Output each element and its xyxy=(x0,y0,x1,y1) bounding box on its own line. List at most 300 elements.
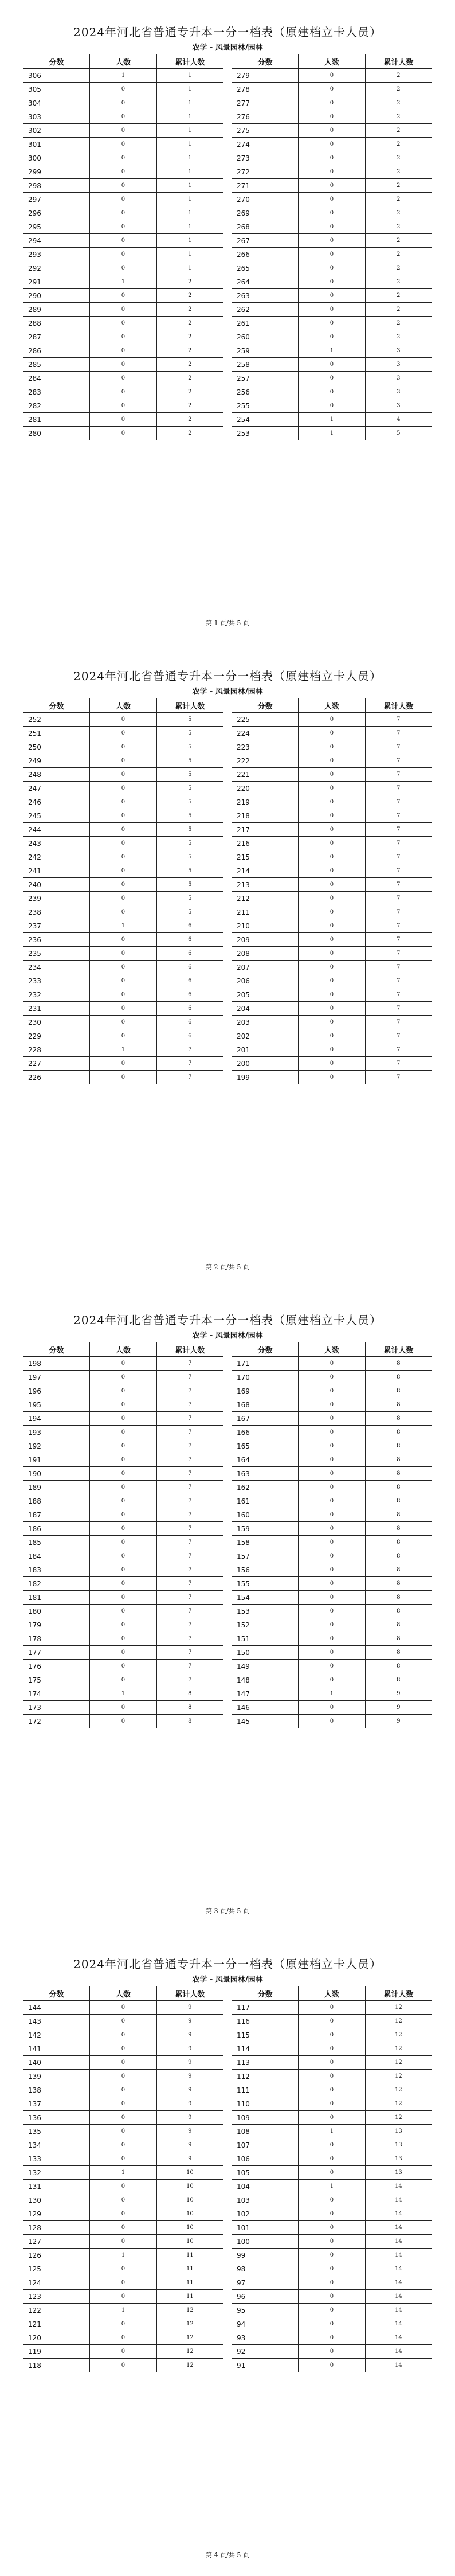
count-cell: 0 xyxy=(299,138,365,151)
count-cell: 0 xyxy=(90,1029,156,1043)
cumulative-cell: 2 xyxy=(365,317,432,330)
table-row xyxy=(23,385,223,399)
table-row xyxy=(23,413,223,427)
table-row xyxy=(23,151,223,165)
table-row xyxy=(232,1426,432,1439)
score-cell: 159 xyxy=(232,1522,299,1536)
cumulative-cell: 8 xyxy=(156,1687,223,1701)
score-cell: 141 xyxy=(23,2042,90,2056)
count-cell: 0 xyxy=(299,823,365,837)
cumulative-cell: 2 xyxy=(156,372,223,385)
score-cell: 132 xyxy=(23,2166,90,2180)
score-cell: 232 xyxy=(23,988,90,1002)
score-cell: 122 xyxy=(23,2304,90,2317)
cumulative-cell: 2 xyxy=(156,275,223,289)
score-cell: 241 xyxy=(23,864,90,878)
score-cell: 128 xyxy=(23,2221,90,2235)
count-cell: 0 xyxy=(299,727,365,740)
count-cell: 0 xyxy=(90,124,156,138)
column-header: 人数 xyxy=(299,1986,365,2001)
table-row xyxy=(232,83,432,96)
count-cell: 0 xyxy=(299,248,365,261)
count-cell: 0 xyxy=(299,2221,365,2235)
count-cell: 0 xyxy=(299,69,365,83)
table-row xyxy=(23,727,223,740)
count-cell: 1 xyxy=(90,2249,156,2262)
table-row xyxy=(23,234,223,248)
count-cell: 0 xyxy=(299,385,365,399)
count-cell: 0 xyxy=(90,1453,156,1467)
table-row xyxy=(23,110,223,124)
count-cell: 0 xyxy=(90,358,156,372)
score-cell: 270 xyxy=(232,193,299,206)
cumulative-cell: 1 xyxy=(156,234,223,248)
table-row xyxy=(23,2235,223,2249)
score-table-left xyxy=(23,1342,223,1728)
score-cell: 287 xyxy=(23,330,90,344)
score-cell: 158 xyxy=(232,1536,299,1549)
cumulative-cell: 9 xyxy=(156,2015,223,2028)
score-cell: 208 xyxy=(232,947,299,961)
score-cell: 111 xyxy=(232,2083,299,2097)
score-cell: 153 xyxy=(232,1605,299,1618)
page-footer: 第 3 页/共 5 页 xyxy=(206,1907,249,1915)
score-cell: 190 xyxy=(23,1467,90,1481)
score-cell: 100 xyxy=(232,2235,299,2249)
score-cell: 140 xyxy=(23,2056,90,2070)
score-cell: 195 xyxy=(23,1398,90,1412)
score-cell: 283 xyxy=(23,385,90,399)
table-row xyxy=(23,2180,223,2193)
table-row xyxy=(232,330,432,344)
count-cell: 0 xyxy=(90,905,156,919)
count-cell: 0 xyxy=(90,2345,156,2359)
cumulative-cell: 8 xyxy=(365,1384,432,1398)
count-cell: 0 xyxy=(299,713,365,727)
column-header: 分数 xyxy=(23,1342,90,1357)
count-cell: 0 xyxy=(90,2138,156,2152)
count-cell: 0 xyxy=(299,892,365,905)
table-row xyxy=(23,69,223,83)
cumulative-cell: 7 xyxy=(156,1577,223,1591)
count-cell: 0 xyxy=(90,1467,156,1481)
count-cell: 0 xyxy=(90,2290,156,2304)
score-cell: 200 xyxy=(232,1057,299,1071)
cumulative-cell: 8 xyxy=(365,1577,432,1591)
count-cell: 0 xyxy=(90,1494,156,1508)
cumulative-cell: 7 xyxy=(365,919,432,933)
table-header-row xyxy=(23,1986,223,2001)
cumulative-cell: 7 xyxy=(156,1439,223,1453)
count-cell: 0 xyxy=(90,399,156,413)
score-cell: 171 xyxy=(232,1357,299,1371)
table-row xyxy=(23,1646,223,1660)
score-cell: 264 xyxy=(232,275,299,289)
count-cell: 0 xyxy=(299,1029,365,1043)
table-row xyxy=(232,795,432,809)
count-cell: 0 xyxy=(299,1453,365,1467)
cumulative-cell: 2 xyxy=(365,303,432,317)
table-row xyxy=(232,1398,432,1412)
table-row xyxy=(232,179,432,193)
table-row xyxy=(23,1057,223,1071)
count-cell: 0 xyxy=(299,206,365,220)
score-cell: 130 xyxy=(23,2193,90,2207)
score-cell: 150 xyxy=(232,1646,299,1660)
score-cell: 228 xyxy=(23,1043,90,1057)
score-cell: 301 xyxy=(23,138,90,151)
table-row xyxy=(232,905,432,919)
cumulative-cell: 13 xyxy=(365,2152,432,2166)
cumulative-cell: 3 xyxy=(365,344,432,358)
score-cell: 289 xyxy=(23,303,90,317)
score-cell: 259 xyxy=(232,344,299,358)
column-header: 累计人数 xyxy=(156,1986,223,2001)
score-cell: 117 xyxy=(232,2001,299,2015)
count-cell: 0 xyxy=(90,2262,156,2276)
cumulative-cell: 2 xyxy=(365,124,432,138)
count-cell: 1 xyxy=(299,344,365,358)
count-cell: 0 xyxy=(90,1522,156,1536)
score-cell: 300 xyxy=(23,151,90,165)
score-cell: 95 xyxy=(232,2304,299,2317)
column-header: 分数 xyxy=(232,1342,299,1357)
score-cell: 101 xyxy=(232,2221,299,2235)
table-row xyxy=(23,2001,223,2015)
cumulative-cell: 2 xyxy=(156,427,223,440)
count-cell: 0 xyxy=(299,330,365,344)
count-cell: 0 xyxy=(90,2028,156,2042)
table-row xyxy=(232,1605,432,1618)
cumulative-cell: 5 xyxy=(156,850,223,864)
cumulative-cell: 2 xyxy=(365,110,432,124)
score-cell: 254 xyxy=(232,413,299,427)
table-row xyxy=(232,2235,432,2249)
table-row xyxy=(232,2207,432,2221)
cumulative-cell: 8 xyxy=(365,1591,432,1605)
score-cell: 209 xyxy=(232,933,299,947)
cumulative-cell: 9 xyxy=(156,2125,223,2138)
count-cell: 0 xyxy=(90,988,156,1002)
cumulative-cell: 2 xyxy=(365,96,432,110)
table-row xyxy=(232,234,432,248)
score-cell: 256 xyxy=(232,385,299,399)
table-row xyxy=(232,864,432,878)
count-cell: 0 xyxy=(90,974,156,988)
score-cell: 263 xyxy=(232,289,299,303)
count-cell: 0 xyxy=(90,427,156,440)
count-cell: 0 xyxy=(299,2015,365,2028)
score-cell: 278 xyxy=(232,83,299,96)
score-cell: 146 xyxy=(232,1701,299,1715)
count-cell: 0 xyxy=(299,289,365,303)
score-cell: 110 xyxy=(232,2097,299,2111)
cumulative-cell: 2 xyxy=(156,399,223,413)
table-row xyxy=(23,1701,223,1715)
table-row xyxy=(232,1508,432,1522)
count-cell: 0 xyxy=(90,165,156,179)
table-header-row xyxy=(23,54,223,69)
table-row xyxy=(232,317,432,330)
table-row xyxy=(232,2331,432,2345)
document-page xyxy=(0,1932,455,2576)
count-cell: 0 xyxy=(90,2042,156,2056)
table-row xyxy=(232,165,432,179)
cumulative-cell: 9 xyxy=(156,2056,223,2070)
cumulative-cell: 7 xyxy=(365,795,432,809)
count-cell: 0 xyxy=(299,1426,365,1439)
count-cell: 0 xyxy=(299,768,365,782)
score-cell: 205 xyxy=(232,988,299,1002)
score-cell: 276 xyxy=(232,110,299,124)
score-cell: 265 xyxy=(232,261,299,275)
count-cell: 0 xyxy=(90,2221,156,2235)
table-row xyxy=(232,1522,432,1536)
cumulative-cell: 12 xyxy=(365,2015,432,2028)
count-cell: 0 xyxy=(90,344,156,358)
cumulative-cell: 8 xyxy=(365,1398,432,1412)
count-cell: 0 xyxy=(299,2001,365,2015)
count-cell: 0 xyxy=(90,2193,156,2207)
cumulative-cell: 8 xyxy=(365,1439,432,1453)
table-row xyxy=(232,358,432,372)
table-row xyxy=(232,2359,432,2372)
table-row xyxy=(232,1357,432,1371)
cumulative-cell: 5 xyxy=(156,795,223,809)
score-cell: 258 xyxy=(232,358,299,372)
cumulative-cell: 4 xyxy=(365,413,432,427)
column-header: 人数 xyxy=(299,54,365,69)
count-cell: 0 xyxy=(90,1357,156,1371)
count-cell: 0 xyxy=(299,1384,365,1398)
cumulative-cell: 7 xyxy=(365,768,432,782)
table-row xyxy=(232,2290,432,2304)
table-row xyxy=(232,289,432,303)
column-header: 分数 xyxy=(232,698,299,713)
count-cell: 0 xyxy=(299,96,365,110)
score-cell: 162 xyxy=(232,1481,299,1494)
score-cell: 235 xyxy=(23,947,90,961)
cumulative-cell: 5 xyxy=(156,864,223,878)
table-row xyxy=(23,850,223,864)
table-row xyxy=(232,1043,432,1057)
cumulative-cell: 7 xyxy=(156,1357,223,1371)
cumulative-cell: 2 xyxy=(365,275,432,289)
count-cell: 0 xyxy=(299,1701,365,1715)
column-header: 累计人数 xyxy=(365,54,432,69)
cumulative-cell: 10 xyxy=(156,2207,223,2221)
table-row xyxy=(23,1549,223,1563)
score-cell: 187 xyxy=(23,1508,90,1522)
score-cell: 169 xyxy=(232,1384,299,1398)
cumulative-cell: 1 xyxy=(156,110,223,124)
score-cell: 240 xyxy=(23,878,90,892)
table-row xyxy=(23,823,223,837)
score-cell: 199 xyxy=(232,1071,299,1084)
count-cell: 0 xyxy=(90,1591,156,1605)
score-cell: 217 xyxy=(232,823,299,837)
table-row xyxy=(232,220,432,234)
cumulative-cell: 9 xyxy=(156,2070,223,2083)
score-cell: 121 xyxy=(23,2317,90,2331)
cumulative-cell: 9 xyxy=(156,2152,223,2166)
score-cell: 188 xyxy=(23,1494,90,1508)
cumulative-cell: 1 xyxy=(156,69,223,83)
table-row xyxy=(232,988,432,1002)
score-cell: 97 xyxy=(232,2276,299,2290)
page-title: 2024年河北省普通专升本一分一档表（原建档立卡人员） xyxy=(73,25,382,39)
table-row xyxy=(23,138,223,151)
cumulative-cell: 12 xyxy=(156,2317,223,2331)
table-row xyxy=(232,1371,432,1384)
table-row xyxy=(232,1618,432,1632)
count-cell: 0 xyxy=(90,1660,156,1673)
table-row xyxy=(23,2083,223,2097)
cumulative-cell: 7 xyxy=(156,1384,223,1398)
table-row xyxy=(232,2015,432,2028)
count-cell: 0 xyxy=(299,988,365,1002)
cumulative-cell: 8 xyxy=(365,1605,432,1618)
score-cell: 179 xyxy=(23,1618,90,1632)
cumulative-cell: 3 xyxy=(365,399,432,413)
count-cell: 0 xyxy=(299,740,365,754)
count-cell: 0 xyxy=(90,1398,156,1412)
count-cell: 0 xyxy=(90,2125,156,2138)
table-row xyxy=(232,2001,432,2015)
score-cell: 249 xyxy=(23,754,90,768)
table-row xyxy=(232,1577,432,1591)
cumulative-cell: 9 xyxy=(156,2001,223,2015)
table-row xyxy=(23,1591,223,1605)
column-header: 人数 xyxy=(299,1342,365,1357)
table-row xyxy=(23,1453,223,1467)
cumulative-cell: 7 xyxy=(156,1522,223,1536)
cumulative-cell: 12 xyxy=(365,2070,432,2083)
count-cell: 0 xyxy=(90,1536,156,1549)
table-row xyxy=(23,2207,223,2221)
table-row xyxy=(23,1371,223,1384)
table-row xyxy=(232,385,432,399)
count-cell: 0 xyxy=(299,1563,365,1577)
table-row xyxy=(23,919,223,933)
table-row xyxy=(23,2249,223,2262)
cumulative-cell: 5 xyxy=(156,878,223,892)
score-cell: 175 xyxy=(23,1673,90,1687)
table-row xyxy=(232,275,432,289)
table-row xyxy=(23,1426,223,1439)
cumulative-cell: 7 xyxy=(365,1029,432,1043)
count-cell: 0 xyxy=(90,1701,156,1715)
count-cell: 0 xyxy=(90,740,156,754)
score-cell: 219 xyxy=(232,795,299,809)
cumulative-cell: 7 xyxy=(365,727,432,740)
table-row xyxy=(23,837,223,850)
count-cell: 0 xyxy=(299,179,365,193)
cumulative-cell: 2 xyxy=(365,234,432,248)
table-row xyxy=(232,2276,432,2290)
table-row xyxy=(232,261,432,275)
score-cell: 260 xyxy=(232,330,299,344)
count-cell: 0 xyxy=(299,2166,365,2180)
column-header: 分数 xyxy=(23,1986,90,2001)
cumulative-cell: 2 xyxy=(156,289,223,303)
count-cell: 0 xyxy=(299,399,365,413)
cumulative-cell: 12 xyxy=(365,2056,432,2070)
table-row xyxy=(232,837,432,850)
score-cell: 247 xyxy=(23,782,90,795)
count-cell: 0 xyxy=(90,179,156,193)
table-row xyxy=(232,974,432,988)
score-cell: 125 xyxy=(23,2262,90,2276)
cumulative-cell: 2 xyxy=(365,83,432,96)
count-cell: 0 xyxy=(299,1646,365,1660)
table-row xyxy=(23,1071,223,1084)
cumulative-cell: 7 xyxy=(365,837,432,850)
count-cell: 0 xyxy=(90,413,156,427)
cumulative-cell: 9 xyxy=(365,1701,432,1715)
score-cell: 192 xyxy=(23,1439,90,1453)
table-row xyxy=(232,2056,432,2070)
score-cell: 126 xyxy=(23,2249,90,2262)
count-cell: 0 xyxy=(90,933,156,947)
cumulative-cell: 2 xyxy=(156,413,223,427)
score-cell: 221 xyxy=(232,768,299,782)
table-row xyxy=(232,2083,432,2097)
cumulative-cell: 7 xyxy=(365,1071,432,1084)
table-row xyxy=(23,1577,223,1591)
count-cell: 0 xyxy=(299,151,365,165)
score-cell: 109 xyxy=(232,2111,299,2125)
cumulative-cell: 8 xyxy=(156,1715,223,1728)
score-cell: 285 xyxy=(23,358,90,372)
count-cell: 0 xyxy=(299,2152,365,2166)
score-cell: 186 xyxy=(23,1522,90,1536)
table-row xyxy=(23,2097,223,2111)
cumulative-cell: 1 xyxy=(156,179,223,193)
count-cell: 1 xyxy=(299,413,365,427)
score-cell: 293 xyxy=(23,248,90,261)
count-cell: 0 xyxy=(90,248,156,261)
cumulative-cell: 5 xyxy=(365,427,432,440)
table-row xyxy=(23,2221,223,2235)
score-cell: 203 xyxy=(232,1016,299,1029)
table-row xyxy=(23,1439,223,1453)
cumulative-cell: 5 xyxy=(156,823,223,837)
table-row xyxy=(23,2262,223,2276)
score-cell: 306 xyxy=(23,69,90,83)
count-cell: 0 xyxy=(299,1605,365,1618)
table-row xyxy=(232,1660,432,1673)
table-row xyxy=(23,892,223,905)
score-cell: 131 xyxy=(23,2180,90,2193)
table-header-row xyxy=(23,1342,223,1357)
cumulative-cell: 2 xyxy=(156,385,223,399)
score-cell: 112 xyxy=(232,2070,299,2083)
table-row xyxy=(232,740,432,754)
count-cell: 0 xyxy=(299,947,365,961)
cumulative-cell: 10 xyxy=(156,2193,223,2207)
table-row xyxy=(232,823,432,837)
table-row xyxy=(232,193,432,206)
cumulative-cell: 11 xyxy=(156,2290,223,2304)
count-cell: 0 xyxy=(299,1357,365,1371)
score-cell: 267 xyxy=(232,234,299,248)
count-cell: 0 xyxy=(90,1016,156,1029)
score-cell: 274 xyxy=(232,138,299,151)
cumulative-cell: 13 xyxy=(365,2166,432,2180)
column-header: 累计人数 xyxy=(156,1342,223,1357)
table-row xyxy=(23,740,223,754)
